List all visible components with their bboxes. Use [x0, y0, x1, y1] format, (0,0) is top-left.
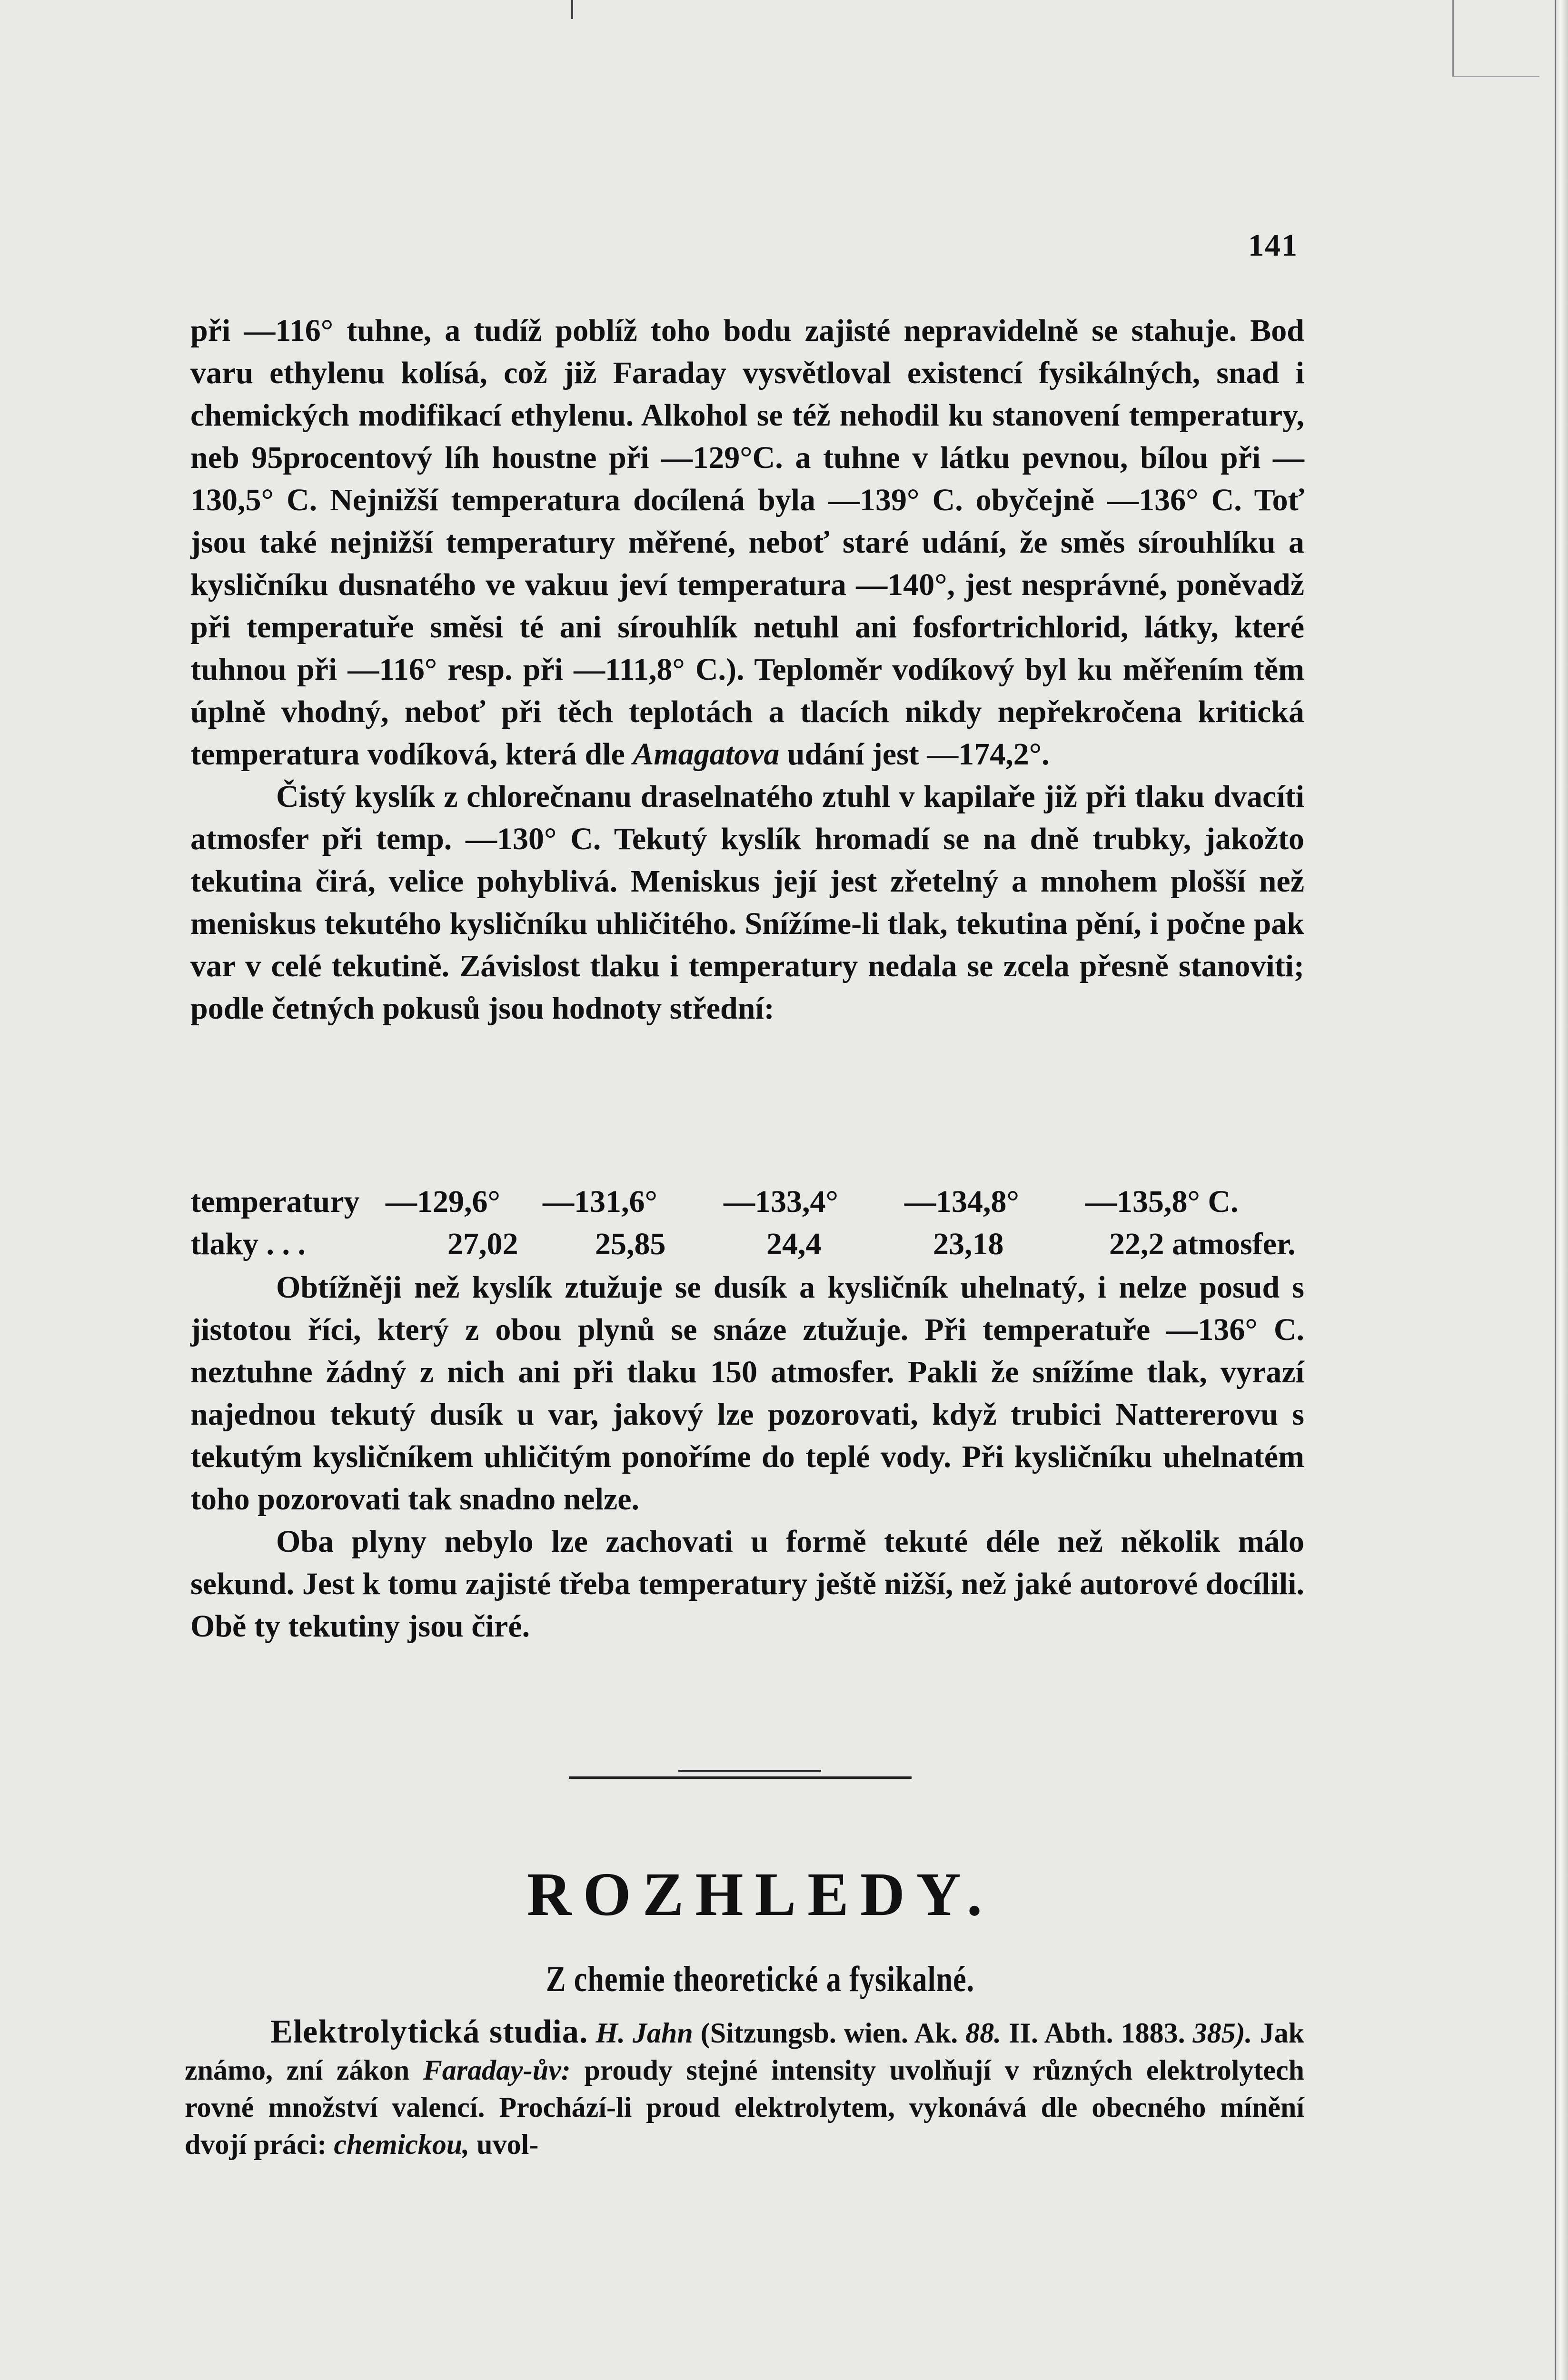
article-paragraph: Elektrolytická studia. H. Jahn (Sitzungsb. wien. Ak. 88. II. Abth. 1883. 385). Jak známo, zní zákon Faraday-ův: proudy stejné intensity uvolňují v různých elektrolytech rovné množství valencí. Prochází-li proud elektrolytem, vykonává dle obecného mínění dvojí práci: chemickou, uvol-: [185, 2013, 1304, 2160]
pressure-label: tlaky . . .: [190, 1227, 306, 1261]
article-text: [185, 2013, 1304, 2163]
paragraph-2: Čistý kyslík z chlorečnanu draselnatého ztuhl v kapilaře již při tlaku dvacíti atmosfer při temp. —130° C. Tekutý kyslík hromadí se na dně trubky, jakožto tekutina čirá, velice pohyblivá. Meniskus její jest zřetelný a mnohem plošší než meniskus tekutého kysličníku uhličitého. Snížíme-li tlak, tekutina pění, i počne pak var v celé tekutině. Závislost tlaku i temperatury nedala se zcela přesně stanoviti; podle četných pokusů jsou hodnoty střední:: [190, 779, 1304, 1026]
pressure-value: 22,2 atmosfer.: [1109, 1227, 1296, 1261]
paragraph-4: Oba plyny nebylo lze zachovati u formě tekuté déle než několik málo sekund. Jest k tomu zajisté třeba temperatury ještě nižší, než jaké autorové docílili. Obě ty tekutiny jsou čiré.: [190, 1524, 1304, 1644]
subsection-title: Z chemie theoretické a fysikalné.: [546, 1959, 974, 1999]
temperature-value: —134,8°: [904, 1184, 1019, 1219]
section-title: ROZHLEDY.: [526, 1860, 994, 1929]
pressure-value: 25,85: [595, 1227, 666, 1261]
paragraph-3: Obtížněji než kyslík ztužuje se dusík a kysličník uhelnatý, i nelze posud s jistotou říci, který z obou plynů se snáze ztužuje. Při temperatuře —136° C. neztuhne žádný z nich ani při tlaku 150 atmosfer. Pakli že snížíme tlak, vyrazí najednou tekutý dusík u var, jakový lze pozorovati, když trubici Nattererovu s tekutým kysličníkem uhličitým ponoříme do teplé vody. Při kysličníku uhelnatém toho pozorovati tak snadno nelze.: [190, 1270, 1304, 1517]
temperature-value: —129,6°: [386, 1184, 500, 1219]
temperature-label: temperatury: [190, 1184, 360, 1219]
citation-amagat: Amagatova: [633, 737, 780, 772]
section-divider: [569, 1770, 912, 1779]
temperature-value: —131,6°: [543, 1184, 657, 1219]
temperature-value: —135,8° C.: [1085, 1184, 1239, 1219]
pressure-value: 24,4: [766, 1227, 822, 1261]
scan-corner-mark: [1452, 0, 1539, 77]
pressure-value: 23,18: [933, 1227, 1004, 1261]
main-text: [190, 309, 1304, 1030]
law-name: Faraday-ův:: [423, 2054, 571, 2086]
page-number: 141: [1248, 228, 1298, 263]
main-text-continued: [190, 1266, 1304, 1647]
pressure-value: 27,02: [447, 1227, 518, 1261]
scan-tick-mark: [571, 0, 573, 19]
page-edge: [1555, 0, 1568, 2380]
article-author: H. Jahn: [595, 2017, 693, 2049]
temperature-value: —133,4°: [724, 1184, 838, 1219]
paragraph-1: při —116° tuhne, a tudíž poblíž toho bodu zajisté nepravidelně se stahuje. Bod varu ethylenu kolísá, což již Faraday vysvětloval existencí fysikálných, snad i chemických modifikací ethylenu. Alkohol se též nehodil ku stanovení temperatury, neb 95procentový líh houstne při —129°C. a tuhne v látku pevnou, bílou při —130,5° C. Nejnižší temperatura docílená byla —139° C. obyčejně —136° C. Toť jsou také nejnižší temperatury měřené, neboť staré udání, že směs sírouhlíku a kysličníku dusnatého ve vakuu jeví temperatura —140°, jest nesprávné, poněvadž při temperatuře směsi té ani sírouhlík netuhl ani fosfortrichlorid, látky, které tuhnou při —116° resp. při —111,8° C.). Teploměr vodíkový byl ku měřením těm úplně vhodný, neboť při těch teplotách a tlacích nikdy nepřekročena kritická temperatura vodíková, která dle Amagatova udání jest —174,2°.: [190, 313, 1304, 772]
article-heading: Elektrolytická studia.: [270, 2013, 588, 2050]
